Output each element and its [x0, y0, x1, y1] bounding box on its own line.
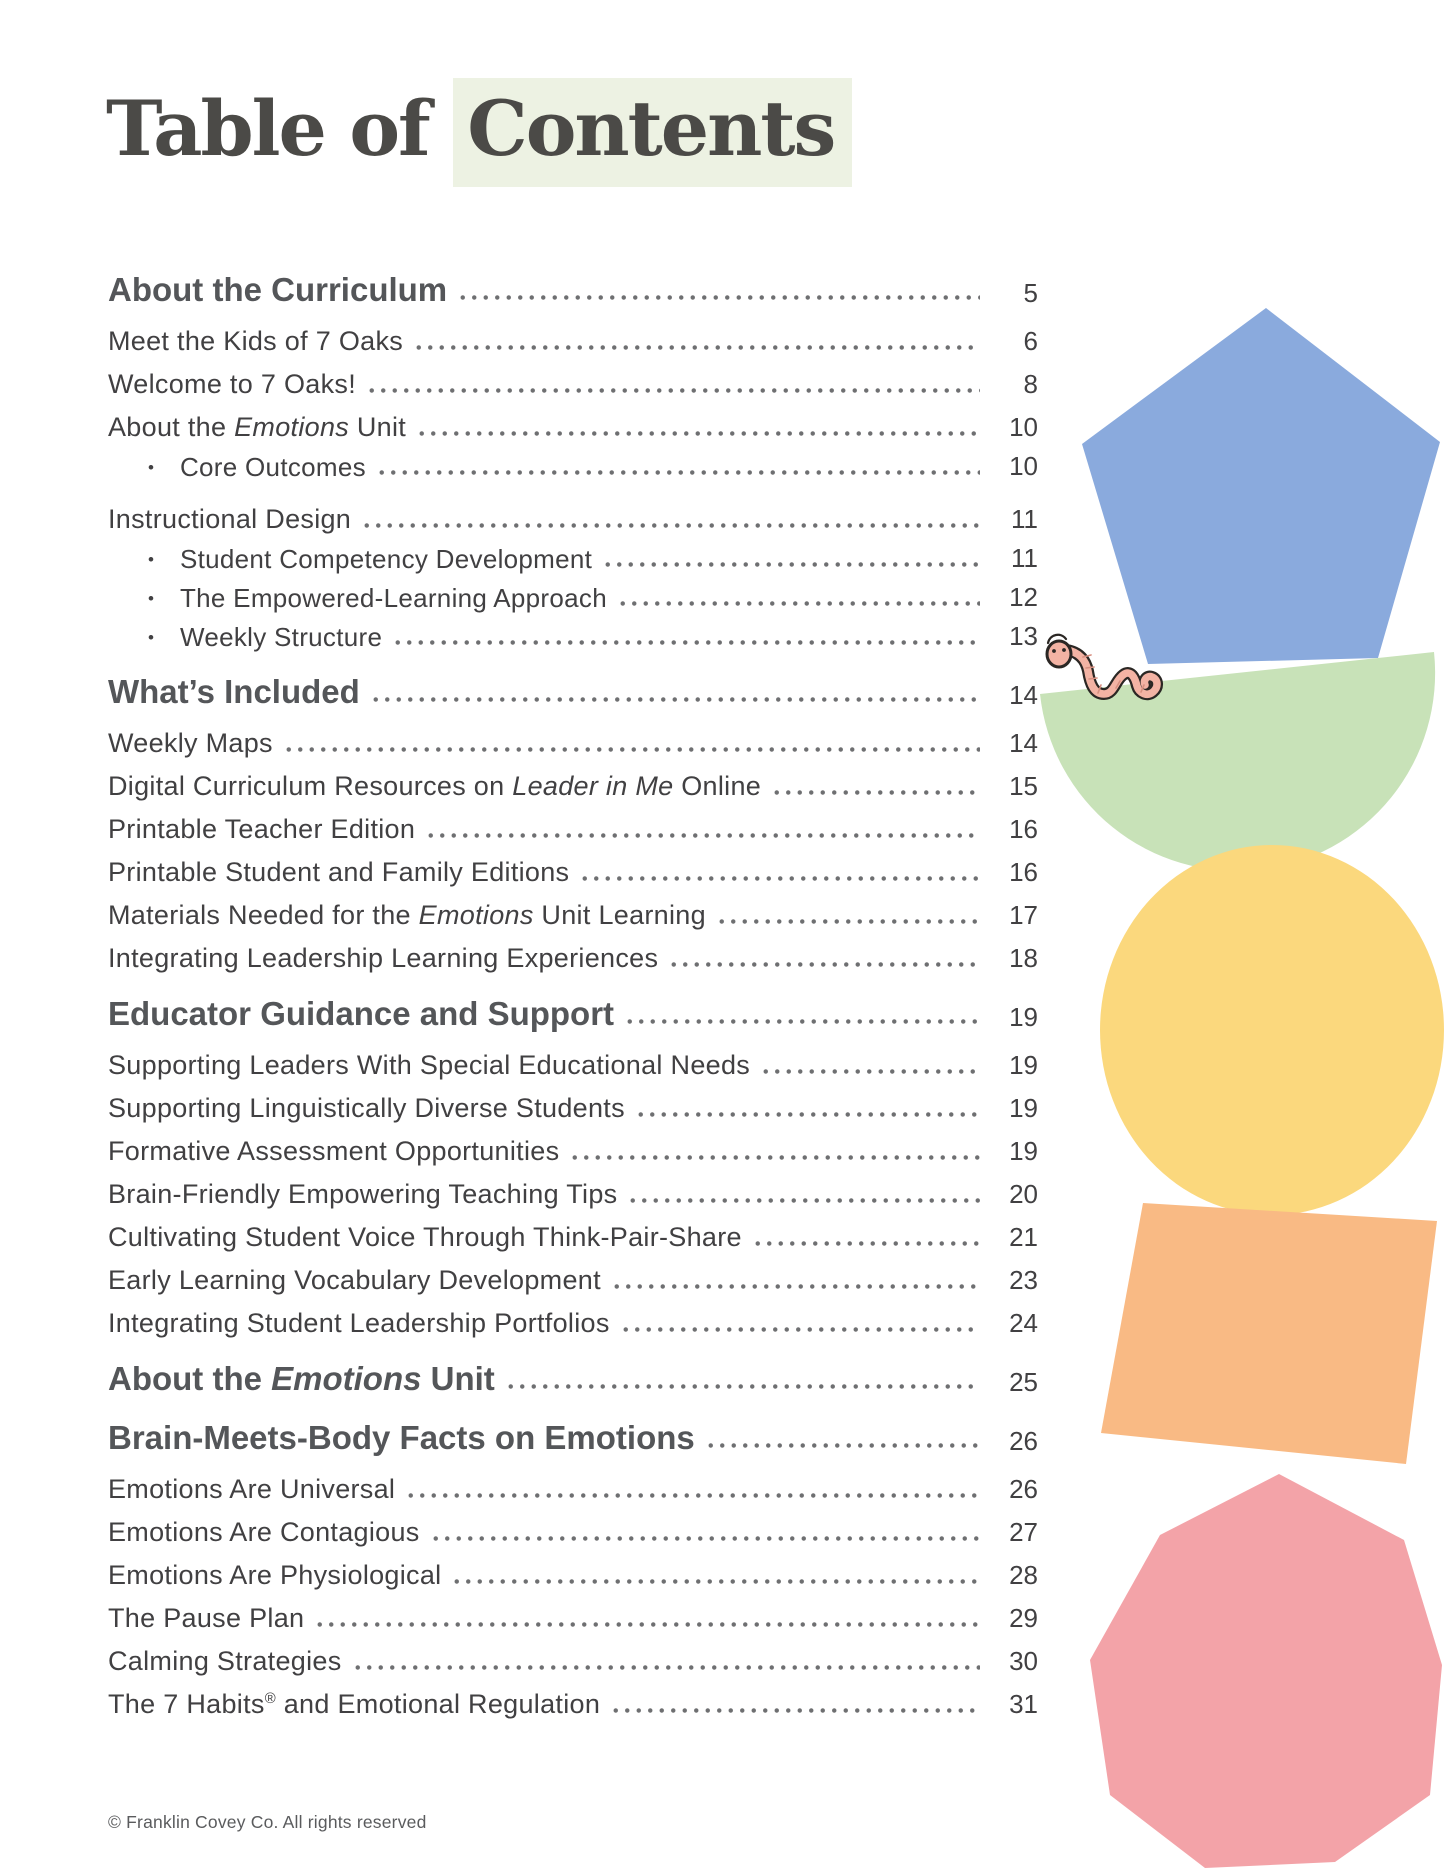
dotted-leader — [617, 601, 980, 606]
page-number: 15 — [1009, 771, 1038, 801]
toc-entry-label: Core Outcomes — [179, 452, 366, 482]
dotted-leader — [376, 470, 980, 475]
toc-entry — [108, 1255, 1038, 1298]
toc-entry-label: Supporting Leaders With Special Educational Needs — [108, 1050, 751, 1080]
worm-illustration — [1047, 635, 1157, 694]
dotted-leader — [405, 1493, 980, 1498]
page-number: 30 — [1009, 1646, 1038, 1676]
page-number: 19 — [1009, 1050, 1038, 1080]
worm-body-path — [1066, 650, 1157, 694]
toc-sub-entry — [108, 576, 1038, 615]
dotted-leader — [760, 1069, 980, 1074]
worm-stripes — [1083, 655, 1144, 693]
dotted-leader — [505, 1384, 980, 1389]
toc-entry-label: Educator Guidance and Support — [108, 995, 615, 1032]
toc-entry — [108, 494, 1038, 537]
dotted-leader — [370, 697, 980, 702]
dotted-leader — [314, 1622, 980, 1627]
dotted-leader — [705, 1443, 980, 1448]
toc-entry-label: Supporting Linguistically Diverse Students — [108, 1093, 625, 1123]
toc-entry — [108, 1507, 1038, 1550]
toc-entry — [108, 1550, 1038, 1593]
toc-entry — [108, 1298, 1038, 1341]
toc-entry-label: The Pause Plan — [108, 1603, 305, 1633]
dotted-leader — [569, 1155, 980, 1160]
bullet-icon: • — [148, 589, 154, 608]
page-number: 29 — [1009, 1603, 1038, 1633]
toc-entry-label: Printable Teacher Edition — [108, 814, 416, 844]
toc-entry-label: The Empowered-Learning Approach — [179, 583, 607, 613]
worm-eye-right — [1062, 648, 1066, 652]
page-number: 26 — [1009, 1474, 1038, 1504]
toc-entry-label: Integrating Leadership Learning Experiences — [108, 943, 659, 973]
page-number: 27 — [1009, 1517, 1038, 1547]
toc-entry — [108, 402, 1038, 445]
page-number: 14 — [1009, 680, 1038, 710]
dotted-leader — [610, 1708, 980, 1713]
dotted-leader — [366, 388, 980, 393]
toc-sub-entry — [108, 445, 1038, 484]
toc-entry — [108, 761, 1038, 804]
page-number: 14 — [1009, 728, 1038, 758]
toc-entry-label: About the Curriculum — [108, 271, 448, 308]
toc-entry-label: Instructional Design — [108, 504, 352, 534]
page-number: 8 — [1023, 369, 1038, 399]
toc-entry-label: Welcome to 7 Oaks! — [108, 369, 356, 399]
semicircle-shape — [1040, 652, 1435, 871]
dotted-leader — [752, 1241, 980, 1246]
page-number: 24 — [1009, 1308, 1038, 1338]
toc-entry-label: Early Learning Vocabulary Development — [108, 1265, 601, 1295]
toc-entry-label: Weekly Structure — [179, 622, 383, 652]
toc-entry — [108, 1593, 1038, 1636]
toc-entry-label: Integrating Student Leadership Portfolios — [108, 1308, 610, 1338]
dotted-leader — [668, 962, 980, 967]
page-number: 19 — [1009, 1002, 1038, 1032]
title-highlight: Contents — [453, 78, 852, 187]
dotted-leader — [602, 562, 980, 567]
toc-entry-label: Printable Student and Family Editions — [108, 857, 570, 887]
toc-section-heading — [108, 1354, 1038, 1400]
page-number: 17 — [1009, 900, 1038, 930]
dotted-leader — [716, 919, 980, 924]
toc-entry — [108, 890, 1038, 933]
toc-entry-label: Cultivating Student Voice Through Think-Pair-Share — [108, 1222, 742, 1252]
dotted-leader — [771, 790, 980, 795]
page-number: 11 — [1011, 543, 1038, 573]
toc-section-heading — [108, 989, 1038, 1035]
toc-entry-label: Calming Strategies — [108, 1646, 342, 1676]
page-number: 23 — [1009, 1265, 1038, 1295]
page-number: 18 — [1009, 943, 1038, 973]
toc-entry-label: About the Emotions Unit — [108, 412, 407, 442]
dotted-leader — [392, 640, 980, 645]
page-number: 25 — [1009, 1367, 1038, 1397]
page-number: 28 — [1009, 1560, 1038, 1590]
toc-entry — [108, 1212, 1038, 1255]
toc-entry — [108, 933, 1038, 976]
page-number: 31 — [1009, 1689, 1038, 1719]
bullet-icon: • — [148, 458, 154, 477]
toc-entry-label: Weekly Maps — [108, 728, 273, 758]
bullet-icon: • — [148, 550, 154, 569]
toc-sub-entry — [108, 537, 1038, 576]
dotted-leader — [635, 1112, 980, 1117]
dotted-leader — [624, 1019, 980, 1024]
dotted-leader — [620, 1327, 980, 1332]
dotted-leader — [611, 1284, 980, 1289]
dotted-leader — [361, 523, 980, 528]
toc-entry — [108, 316, 1038, 359]
worm-eye-left — [1052, 649, 1056, 653]
toc-entry — [108, 1083, 1038, 1126]
page-number: 12 — [1009, 582, 1038, 612]
page-number: 26 — [1009, 1426, 1038, 1456]
page-number: 5 — [1023, 278, 1038, 308]
toc-entry — [108, 847, 1038, 890]
page-number: 10 — [1009, 451, 1038, 481]
dotted-leader — [416, 431, 980, 436]
toc-entry-label: Emotions Are Contagious — [108, 1517, 420, 1547]
toc-entry-label: Student Competency Development — [179, 544, 593, 574]
dotted-leader — [430, 1536, 980, 1541]
toc-entry-label: Brain-Meets-Body Facts on Emotions — [108, 1419, 695, 1456]
worm-head — [1047, 641, 1071, 667]
copyright-footer: © Franklin Covey Co. All rights reserved — [108, 1812, 427, 1832]
circle-shape — [1100, 845, 1444, 1215]
octagon-shape — [1090, 1474, 1442, 1868]
toc-section-heading — [108, 1413, 1038, 1459]
dotted-leader — [457, 295, 980, 300]
page-number: 21 — [1009, 1222, 1038, 1252]
square-shape — [1101, 1203, 1437, 1464]
dotted-leader — [425, 833, 980, 838]
toc-entry-label: The 7 Habits® and Emotional Regulation — [108, 1689, 601, 1719]
worm-outline-path — [1066, 650, 1157, 694]
toc-entry-label: Emotions Are Physiological — [108, 1560, 442, 1590]
toc-entry — [108, 1464, 1038, 1507]
dotted-leader — [413, 345, 980, 350]
toc-entry — [108, 804, 1038, 847]
page-number: 11 — [1011, 504, 1038, 534]
toc-entry-label: About the Emotions Unit — [108, 1360, 495, 1397]
page-number: 20 — [1009, 1179, 1038, 1209]
dotted-leader — [579, 876, 980, 881]
toc-section-heading — [108, 667, 1038, 713]
page-number: 13 — [1009, 621, 1038, 651]
worm-hair-curl — [1048, 635, 1066, 643]
toc-entry-label: Materials Needed for the Emotions Unit Learning — [108, 900, 706, 930]
dotted-leader — [627, 1198, 980, 1203]
toc-sub-entry — [108, 615, 1038, 654]
toc-entry — [108, 1636, 1038, 1679]
toc-entry-label: Formative Assessment Opportunities — [108, 1136, 560, 1166]
toc-entry — [108, 1169, 1038, 1212]
page-number: 16 — [1009, 814, 1038, 844]
page-number: 19 — [1009, 1136, 1038, 1166]
toc-list — [108, 252, 1038, 1722]
toc-entry-label: Digital Curriculum Resources on Leader in Me Online — [108, 771, 762, 801]
page-number: 16 — [1009, 857, 1038, 887]
toc-entry — [108, 1040, 1038, 1083]
page-number: 6 — [1023, 326, 1038, 356]
toc-entry-label: Meet the Kids of 7 Oaks — [108, 326, 404, 356]
toc-entry — [108, 1126, 1038, 1169]
page-number: 19 — [1009, 1093, 1038, 1123]
pentagon-shape — [1082, 308, 1440, 664]
bullet-icon: • — [148, 628, 154, 647]
toc-entry — [108, 359, 1038, 402]
page-title — [106, 84, 852, 173]
toc-entry — [108, 1679, 1038, 1722]
toc-entry-label: What’s Included — [108, 673, 360, 710]
dotted-leader — [352, 1665, 980, 1670]
dotted-leader — [451, 1579, 980, 1584]
toc-entry-label: Emotions Are Universal — [108, 1474, 396, 1504]
toc-entry-label: Brain-Friendly Empowering Teaching Tips — [108, 1179, 618, 1209]
dotted-leader — [283, 747, 980, 752]
page-number: 10 — [1009, 412, 1038, 442]
title-prefix: Table of — [106, 84, 454, 173]
toc-section-heading — [108, 265, 1038, 311]
toc-entry — [108, 718, 1038, 761]
